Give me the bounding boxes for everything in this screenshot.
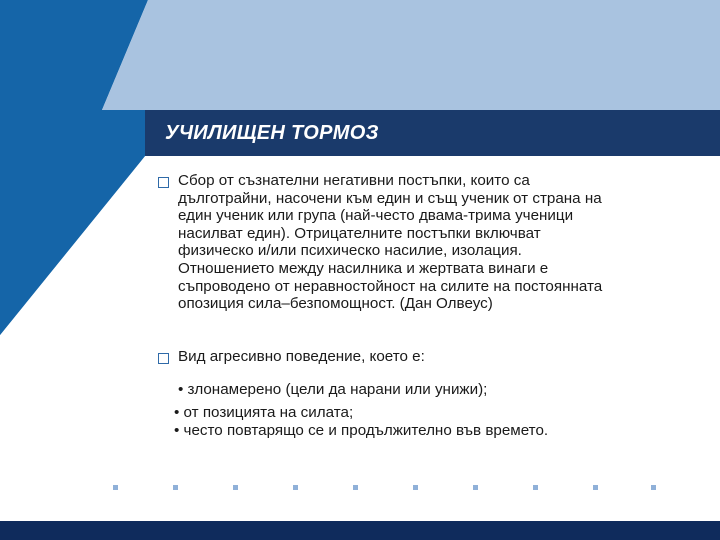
bullet-text: Сбор от съзнателни негативни постъпки, които са дълготрайни, насочени към един и същ ученик от страна на един ученик или група (най-често двама-трима ученици насилват един). Отрицателните постъпки включват физическо и/или психическо насилие, изолация. Отношението между насилника и жертвата винаги е съпроводено от неравностойност на силите на постоянната опозиция сила–безпомощност. (Дан Олвеус) [178,172,603,313]
dot [233,485,238,490]
bullet-item-definition [158,172,703,313]
sub-list-item: • злонамерено (цели да нарани или унижи); [178,381,488,398]
square-bullet-icon [158,177,169,188]
dot [173,485,178,490]
footer-bar [0,521,720,540]
bullet-text: Вид агресивно поведение, което е: [178,348,425,365]
dot [113,485,118,490]
bullet-item-behavior [158,348,703,366]
sub-list-item: • често повтарящо се и продължително във времето. [174,422,549,439]
dot [593,485,598,490]
dot [293,485,298,490]
sub-list [174,381,694,440]
dot [413,485,418,490]
decorative-dots [113,485,673,491]
dot [353,485,358,490]
dot [473,485,478,490]
dot [651,485,656,490]
dot [533,485,538,490]
slide-title: УЧИЛИЩЕН ТОРМОЗ [165,121,379,144]
title-bar [145,110,720,156]
square-bullet-icon [158,353,169,364]
sub-list-item: • от позицията на силата; [174,404,354,421]
